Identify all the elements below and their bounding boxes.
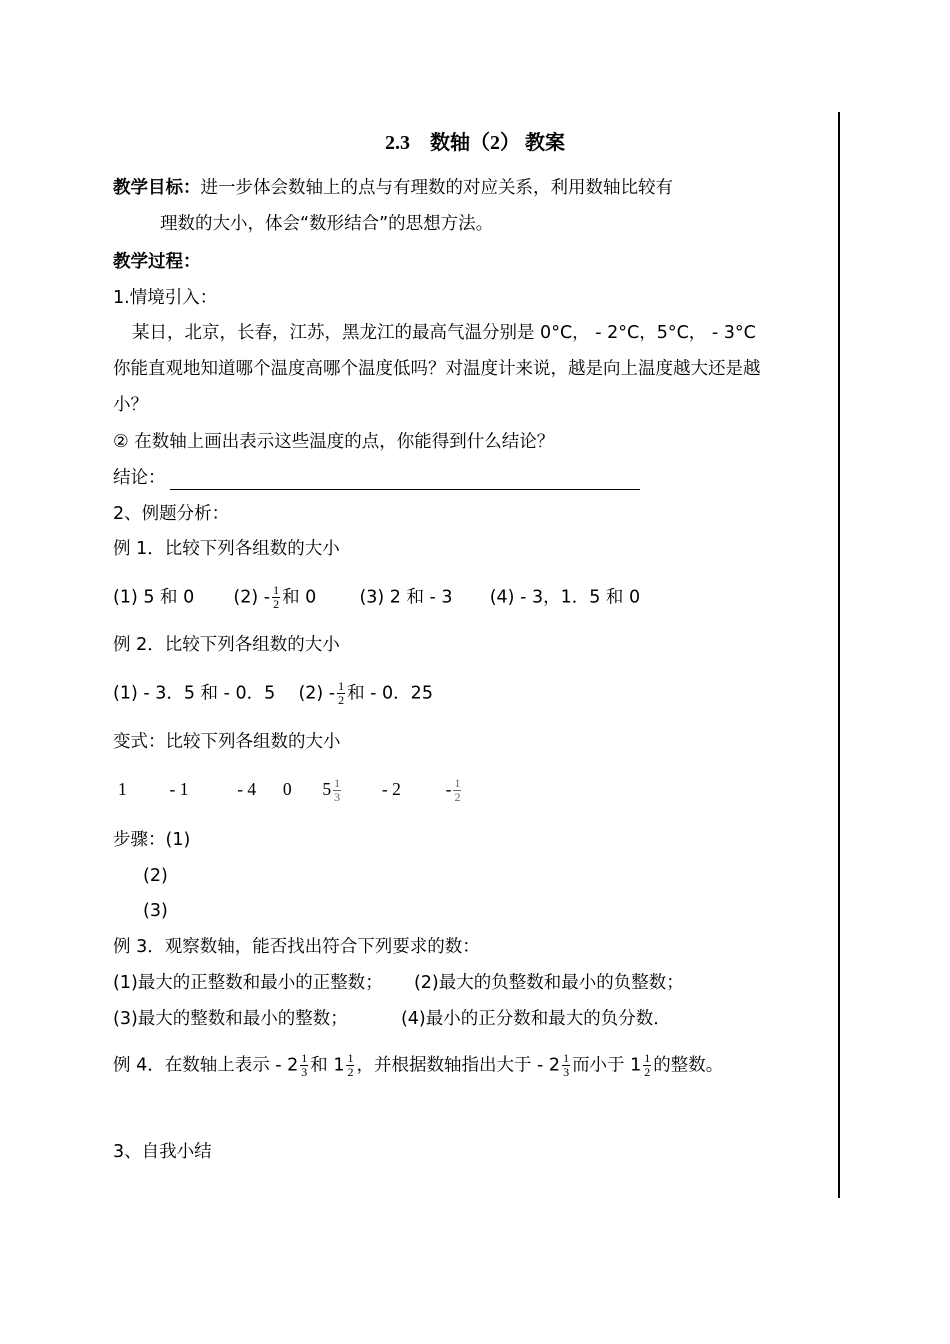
ex2-item-2-post: 和 - 0．25	[347, 683, 433, 704]
fraction-one-half: $\frac{1}{2}$	[338, 679, 345, 707]
ex4-text-3: ，并根据数轴指出大于 - 2	[356, 1055, 561, 1076]
variant-num-1: 1	[118, 779, 127, 799]
goal-line-1	[113, 176, 673, 200]
ex4-text-1: 例 4．在数轴上表示 - 2	[113, 1055, 299, 1076]
fraction-one-third: $\frac{1}{3}$	[563, 1051, 570, 1079]
variant-num-3: - 4	[237, 779, 257, 799]
fraction-one-half: $\frac{1}{2}$	[347, 1051, 354, 1079]
ex3-q1: (1)最大的正整数和最小的正整数；	[113, 973, 383, 993]
ex1-item-3: (3) 2 和 - 3	[359, 587, 453, 608]
ex3-q2: (2)最大的负整数和最小的负整数；	[413, 973, 684, 993]
fraction-one-half: $\frac{1}{2}$	[273, 583, 280, 611]
ex1-item-2-pre: (2) -	[233, 587, 271, 608]
variant-num-7: - $\frac{1}{2}$	[445, 776, 461, 805]
fraction-one-third: $\frac{1}{3}$	[334, 776, 341, 805]
ex1-item-2-post: 和 0	[282, 587, 317, 608]
ex3-row-2	[113, 1007, 671, 1031]
ex1-title: 例 1．比较下列各组数的大小	[113, 539, 340, 559]
ex3-q3: (3)最大的整数和最小的整数；	[113, 1009, 348, 1029]
section3-heading: 3、自我小结	[113, 1142, 212, 1162]
ex1-item-4: (4) - 3，1．5 和 0	[489, 587, 641, 608]
section2-heading: 2、例题分析：	[113, 504, 230, 524]
variant-num-6: - 2	[381, 779, 401, 799]
fraction-one-third: $\frac{1}{3}$	[301, 1051, 308, 1079]
goal-label: 教学目标：	[113, 178, 201, 198]
section1-para1: 某日，北京，长春，江苏，黑龙江的最高气温分别是 0°C， - 2°C，5°C， - 3°C	[132, 323, 756, 343]
conclusion-blank	[170, 469, 640, 490]
variant-num-4: 0	[282, 779, 292, 799]
conclusion-line	[113, 466, 640, 490]
ex4-text-5: 的整数。	[653, 1055, 724, 1076]
ex3-row-1	[113, 971, 684, 995]
fraction-one-half: $\frac{1}{2}$	[454, 776, 461, 805]
variant-num-2: - 1	[169, 779, 189, 799]
right-margin-rule	[838, 112, 840, 1198]
goal-text-1: 进一步体会数轴上的点与有理数的对应关系，利用数轴比较有	[200, 178, 673, 198]
variant-numbers	[118, 777, 463, 804]
ex4-text-4: 而小于 1	[572, 1055, 642, 1076]
section1-para4: ② 在数轴上画出表示这些温度的点，你能得到什么结论？	[113, 432, 555, 452]
steps-label: 步骤：(1)	[113, 830, 191, 850]
section1-para3: 小？	[113, 395, 148, 415]
section1-heading: 1.情境引入：	[113, 288, 218, 308]
ex2-item-1: (1) - 3．5 和 - 0．5	[113, 683, 276, 704]
ex1-item-1: (1) 5 和 0	[113, 587, 195, 608]
ex2-items	[113, 680, 433, 707]
steps-3: (3)	[143, 901, 168, 921]
ex2-title: 例 2．比较下列各组数的大小	[113, 635, 340, 655]
ex3-q4: (4)最小的正分数和最大的负分数．	[400, 1009, 671, 1029]
conclusion-label: 结论：	[113, 468, 166, 488]
page-title: 2.3 数轴（2） 教案	[385, 132, 565, 154]
section1-para2: 你能直观地知道哪个温度高哪个温度低吗？对温度计来说，越是向上温度越大还是越	[113, 359, 761, 379]
ex4-text-2: 和 1	[310, 1055, 345, 1076]
process-label: 教学过程：	[113, 252, 201, 272]
steps-2: (2)	[143, 866, 168, 886]
fraction-one-half: $\frac{1}{2}$	[644, 1051, 651, 1079]
ex2-item-2-pre: (2) -	[298, 683, 336, 704]
variant-num-5: 5 $\frac{1}{3}$	[322, 776, 341, 805]
ex3-title: 例 3．观察数轴，能否找出符合下列要求的数：	[113, 937, 480, 957]
ex4-line	[113, 1052, 723, 1079]
ex1-items	[113, 584, 640, 611]
goal-text-2: 理数的大小，体会“数形结合”的思想方法。	[160, 214, 494, 234]
variant-title: 变式：比较下列各组数的大小	[113, 732, 341, 752]
